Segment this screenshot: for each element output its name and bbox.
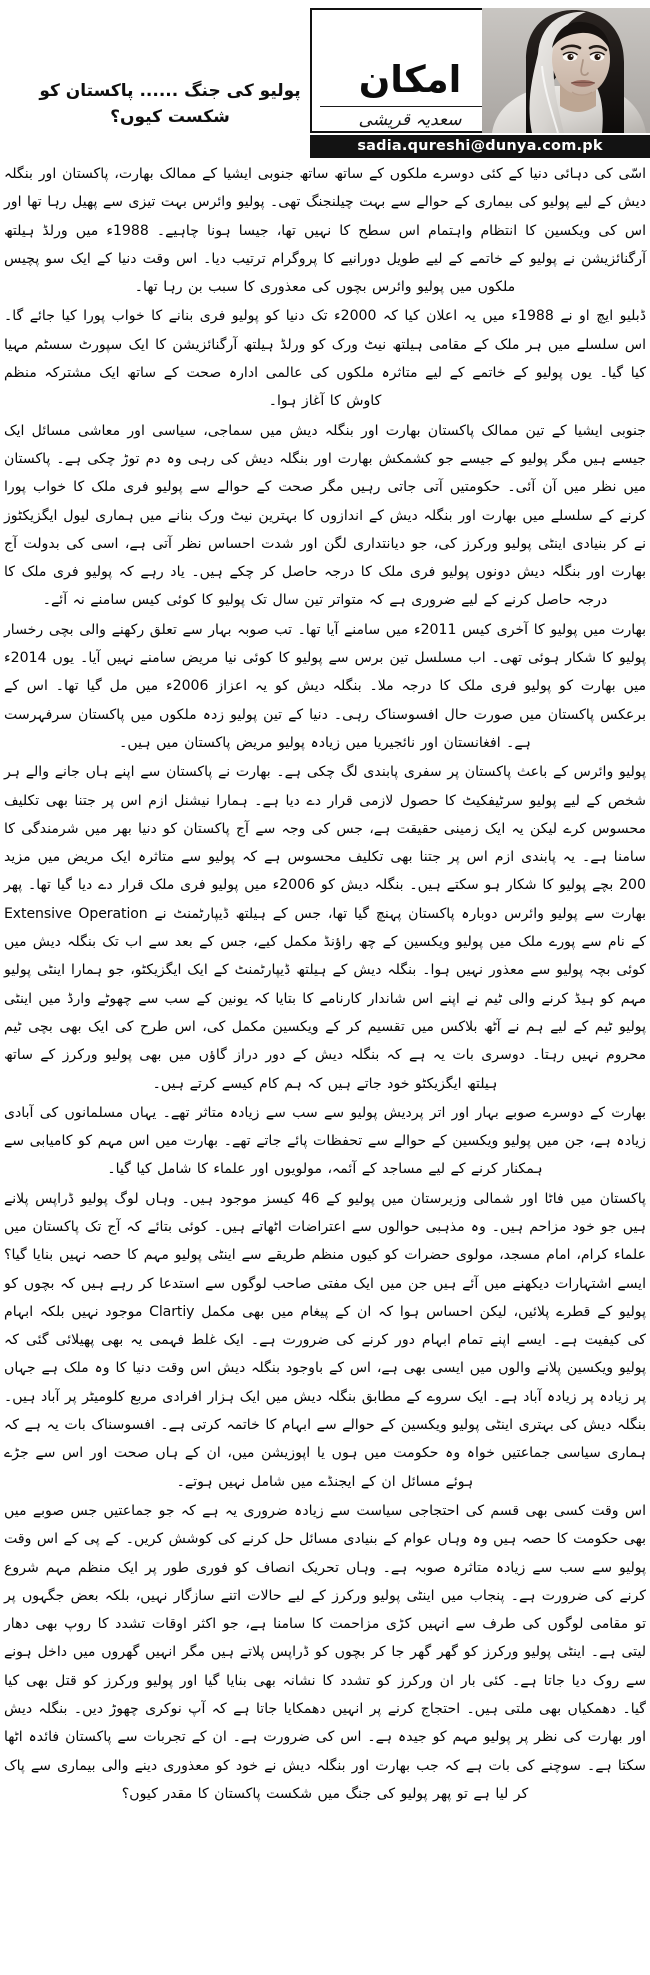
author-name: سعدیہ قریشی xyxy=(358,110,462,130)
column-logo-frame xyxy=(310,8,510,133)
article-paragraph: جنوبی ایشیا کے تین ممالک پاکستان بھارت اور بنگلہ دیش میں سماجی، سیاسی اور معاشی مسائل ایک جیسے ہیں مگر پولیو کے جیسے جو کشمکش بھارت اور بنگلہ دیش کی رہی وہ دم توڑ چکی ہے۔ پاکستان میں نظر میں آن آئی۔ حکومتیں آتی جاتی رہیں مگر صحت کے حوالے سے پولیو فری ملک کا خواب پورا کرنے کے سلسلے میں بھارت اور بنگلہ دیش کے اندازوں کا بہترین نیٹ ورک بنانے میں ہماری لیول ایگزیکٹوز نے کر بنیادی اینٹی پولیو ورکرز کی، جو دیانتداری لگن اور شدت احساس نظر آتی ہے، اسی کی بدولت آج بھارت اور بنگلہ دیش دونوں پولیو فری ملک کا درجہ حاصل کر چکے ہیں۔ یاد رہے کہ پولیو فری ملک کا درجہ حاصل کرنے کے لیے ضروری ہے کہ متواتر تین سال تک پولیو کا کوئی کیس سامنے نہ آئے۔ xyxy=(4,422,646,609)
author-photo xyxy=(482,8,650,133)
author-portrait-illustration xyxy=(482,8,650,133)
article-paragraph: پولیو وائرس کے باعث پاکستان پر سفری پابندی لگ چکی ہے۔ بھارت نے پاکستان سے اپنے ہاں جانے والے ہر شخص کے لیے پولیو سرٹیفکیٹ کا حصول لازمی قرار دے دیا ہے۔ ہمارا نیشنل ازم اس پر جتنا بھی تکلیف محسوس کرے لیکن یہ ایک زمینی حقیقت ہے، جس کی وجہ سے آج پاکستان کو دنیا بھر میں شرمندگی کا سامنا ہے۔ یہ پابندی ازم اس پر جتنا بھی تکلیف محسوس ہے کہ پولیو سے متاثرہ ایک مریض میں مزید 200 بچے پولیو کا شکار ہو سکتے ہیں۔ بنگلہ دیش کو 2006ء میں پولیو فری ملک قرار دے دیا گیا تھا۔ پھر بھارت سے پولیو وائرس دوبارہ پاکستان پہنچ گیا تھا، جس کے ہیلتھ ڈیپارٹمنٹ نے Extensive Operation کے نام سے پورے ملک میں پولیو ویکسین کے چھ راؤنڈ مکمل کیے، جس کے بعد سے اب تک بنگلہ دیش میں کوئی بچہ پولیو سے معذور نہیں ہوا۔ بنگلہ دیش کے ہیلتھ ڈیپارٹمنٹ کے ایک ایگزیکٹو، جو ہمارا اینٹی پولیو مہم کو ہیڈ کرنے والی ٹیم نے اپنے اس شاندار کارنامے کا بتایا کہ یونین کے سب سے چھوٹے وارڈ میں اینٹی پولیو ٹیم کے لیے ہم نے آٹھ بلاکس میں تقسیم کر کے ویکسین مکمل کی، اس طرح کی ایک بھی بچی ٹیم محروم نہیں رہتا۔ دوسری بات یہ ہے کہ بنگلہ دیش کے دور دراز گاؤں میں بھی پولیو ورکرز کے ساتھ ہیلتھ ایگزیکٹو خود جاتے ہیں کہ ہم کام کیسے کرتے ہیں۔ xyxy=(4,764,646,1092)
article-paragraph: پاکستان میں فاٹا اور شمالی وزیرستان میں پولیو کے 46 کیسز موجود ہیں۔ وہاں لوگ پولیو ڈراپس پلانے ہیں جو خود مزاحم ہیں۔ وہ مذہبی حوالوں سے اعتراضات اٹھاتے ہیں۔ کوئی بتائے کہ آج تک پاکستان میں علماء کرام، امام مسجد، مولوی حضرات کو کیوں منظم طریقے سے اینٹی پولیو مہم کا حصہ نہیں بنایا گیا؟ ایسے اشتہارات دیکھنے میں آئے ہیں جن میں ایک مفتی صاحب لوگوں سے استدعا کر رہے ہیں کہ بچوں کو پولیو کے قطرے پلائیں، لیکن احساس ہوا کہ ان کے پیغام میں بھی مکمل Clartiy موجود نہیں بلکہ ابہام کی کیفیت ہے۔ ایسے اپنے تمام ابہام دور کرنے کی ضرورت ہے۔ ایک غلط فہمی یہ بھی پھیلائی گئی کہ پولیو ویکسین پلانے والوں میں ایسی بھی ہے، اس کے باوجود بنگلہ دیش اس وقت دنیا کا وہ ملک ہے جہاں پر زیادہ پر زیادہ آباد ہے۔ ایک سروے کے مطابق بنگلہ دیش میں ایک ہزار افرادی مربع کلومیٹر پر آباد ہیں۔ بنگلہ دیش کی بہتری اینٹی پولیو ویکسین کے حوالے سے ابہام کا خاتمہ کرتی ہے۔ افسوسناک بات یہ ہے کہ ہماری سیاسی جماعتیں خواہ وہ حکومت میں ہوں یا اپوزیشن میں، ان کے ہاں صحت اور اس سے جڑے ہوئے مسائل ان کے ایجنڈے میں شامل نہیں ہوتے۔ xyxy=(4,1190,646,1490)
column-masthead xyxy=(0,0,650,158)
article-body xyxy=(4,160,646,1809)
article-paragraph: ڈبلیو ایچ او نے 1988ء میں یہ اعلان کیا کہ 2000ء تک دنیا کو پولیو فری بنانے کا خواب پورا کیا جائے گا۔ اس سلسلے میں ہر ملک کے مقامی ہیلتھ نیٹ ورک کو ورلڈ ہیلتھ آرگنائزیشن کا ایک سپورٹ سسٹم مہیا کیا گیا۔ یوں پولیو کے خاتمے کے لیے متاثرہ ملکوں کی عالمی ادارہ صحت کے ساتھ ایک مشترکہ منظم کاوش کا آغاز ہوا۔ xyxy=(4,308,647,410)
logo-divider xyxy=(320,106,496,107)
author-email: sadia.qureshi@dunya.com.pk xyxy=(357,138,603,154)
article-paragraph: اس وقت کسی بھی قسم کی احتجاجی سیاست سے زیادہ ضروری یہ ہے کہ جو جماعتیں جس صوبے میں بھی حکومت کا حصہ ہیں وہ وہاں عوام کے بنیادی مسائل حل کرنے کی کوشش کریں۔ کے پی کے اس وقت پولیو سے سب سے زیادہ متاثرہ صوبہ ہے۔ وہاں تحریک انصاف کو فوری طور پر ایک منظم مہم شروع کرنے کی ضرورت ہے۔ پنجاب میں اینٹی پولیو ورکرز کے لیے حالات اتنے سازگار نہیں، بلکہ بعض جگہوں پر تو مقامی لوگوں کی طرف سے انہیں کڑی مزاحمت کا سامنا ہے، جو اکثر اوقات تشدد کا روپ بھی دھار لیتی ہے۔ اینٹی پولیو ورکرز کو گھر گھر جا کر بچوں کو ڈراپس پلاتے ہیں مگر انہیں گھروں میں داخل ہونے سے روک دیا جاتا ہے۔ کئی بار ان ورکرز کو تشدد کا نشانہ بھی بنایا گیا اور پولیو ورکرز کو قتل بھی کیا گیا۔ دھمکیاں بھی ملتی ہیں۔ احتجاج کرنے پر انہیں دھمکایا جاتا ہے کہ آپ نوکری چھوڑ دیں۔ بنگلہ دیش اور بھارت کی نظر پر پولیو مہم کو جیدہ ہے۔ اس کی ضرورت ہے۔ ان کے تجربات سے پاکستان فائدہ اٹھا سکتا ہے۔ سوچنے کی بات ہے کہ جب بھارت اور بنگلہ دیش نے خود کو معذوری دینے والی بیماری سے پاک کر لیا ہے تو پھر پولیو کی جنگ میں شکست پاکستان کا مقدر کیوں؟ xyxy=(4,1502,646,1802)
article-paragraph: اسّی کی دہائی دنیا کے کئی دوسرے ملکوں کے ساتھ ساتھ جنوبی ایشیا کے ممالک بھارت، پاکستان اور بنگلہ دیش کے لیے پولیو کی بیماری کے حوالے سے بہت چیلنجنگ تھی۔ پولیو وائرس بہت تیزی سے پھیل رہا تھا اور اس کی ویکسین کا انتظام واہتمام اس سطح کا نہیں تھا، جیسا ہونا چاہیے۔ 1988ء میں ورلڈ ہیلتھ آرگنائزیشن نے پولیو کے خاتمے کے لیے طویل دورانیے کا پروگرام ترتیب دیا۔ اس وقت دنیا کے ایک سو پچیس ملکوں میں پولیو وائرس بچوں کی معذوری کا سبب بن رہا تھا۔ xyxy=(4,166,646,296)
article-headline: پولیو کی جنگ ...... پاکستان کو شکست کیوں؟ xyxy=(39,81,301,127)
article-paragraph: بھارت میں پولیو کا آخری کیس 2011ء میں سامنے آیا تھا۔ تب صوبہ بہار سے تعلق رکھنے والی بچی رخسار پولیو کا شکار ہوئی تھی۔ اب مسلسل تین برس سے پولیو کا کوئی نیا مریض سامنے نہیں آیا۔ یوں 2014ء میں بھارت کو پولیو فری ملک کا درجہ ملا۔ بنگلہ دیش کو یہ اعزاز 2006ء میں مل گیا تھا۔ اس کے برعکس پاکستان میں صورت حال افسوسناک رہی۔ دنیا کے تین پولیو زدہ ملکوں میں پاکستان سرفہرست ہے۔ افغانستان اور نائجیریا میں زیادہ پولیو مریض پاکستان میں ہیں۔ xyxy=(4,621,646,751)
column-logo-text: امکان xyxy=(358,58,462,101)
column-branding xyxy=(310,8,650,158)
article-paragraph: بھارت کے دوسرے صوبے بہار اور اتر پردیش پولیو سے سب سے زیادہ متاثر تھے۔ یہاں مسلمانوں کی آبادی زیادہ ہے، جن میں پولیو ویکسین کے حوالے سے تحفظات پائے جاتے تھے۔ بھارت میں اس مہم کو کامیابی سے ہمکنار کرنے کے لیے مساجد کے آئمہ، مولویوں اور علماء کا شامل کیا گیا۔ xyxy=(4,1104,646,1178)
author-email-bar xyxy=(310,135,650,158)
